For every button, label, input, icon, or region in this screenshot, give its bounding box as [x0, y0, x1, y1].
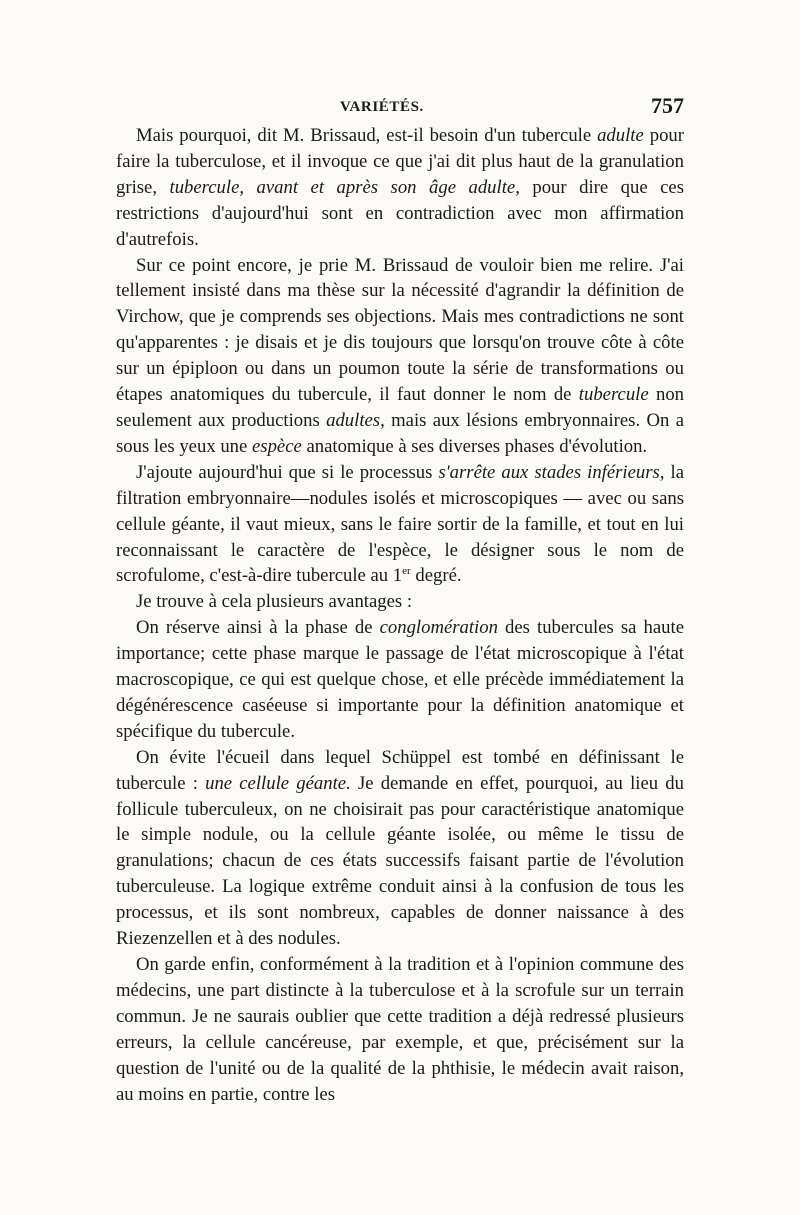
text-run: Je demande en effet, pourquoi, au lieu du follicule tuberculeux, on ne choisirait pas pour caractéristique anatomique le simple nodule, ou la cellule géante isolée, ou même le tissu de granulations; chacun de ces états successifs faisant partie de l'évolution tuberculeuse. La logique extrême conduit ainsi à la confusion de tous les processus, et ils sont nombreux, capables de donner naissance à des Riezenzellen et à des nodules.	[116, 772, 684, 950]
text-run: non seulement aux productions	[116, 384, 685, 431]
text-run: pour faire la tuberculose, et il invoque ce que j'ai dit plus haut de la granulation grise,	[116, 125, 684, 198]
paragraph	[116, 123, 684, 253]
body-text	[116, 123, 684, 1107]
italic-run: adultes,	[326, 409, 385, 431]
paragraph	[116, 253, 684, 460]
italic-run: conglomération	[379, 617, 498, 639]
text-run: pour dire que ces restrictions d'aujourd'hui sont en contradiction avec mon affirmation d'autrefois.	[116, 176, 685, 250]
italic-run: une cellule géante.	[205, 772, 351, 794]
italic-run: tubercule, avant et après son âge adulte,	[169, 176, 520, 198]
text-run: Je trouve à cela plusieurs avantages :	[136, 591, 413, 613]
text-run: la filtration embryonnaire—nodules isolés et microscopiques — avec ou sans cellule géante, il vaut mieux, sans le faire sortir de la famille, et tout en lui reconnaissant le caractère de l'espèce, le désigner sous le nom de scrofulome, c'est-à-dire tubercule au 1	[116, 461, 684, 587]
italic-run: adulte	[597, 125, 644, 146]
text-run: mais aux lésions embryonnaires. On a sous les yeux une	[116, 409, 684, 457]
text-run: degré.	[410, 565, 462, 587]
running-head: VARIÉTÉS.	[340, 99, 424, 115]
text-run: Mais pourquoi, dit M. Brissaud, est-il besoin d'un tubercule	[136, 125, 598, 146]
text-run: On réserve ainsi à la phase de	[136, 617, 380, 639]
text-run: Sur ce point encore, je prie M. Brissaud de vouloir bien me relire. J'ai tellement insisté dans ma thèse sur la nécessité d'agrandir la définition de Virchow, que je comprends ses objections. Mais mes contradictions ne sont qu'apparentes : je disais et je dis toujours que lorsqu'on trouve côte à côte sur un épiploon ou dans un poumon toute la série de transformations ou étapes anatomiques du tubercule, il faut donner le nom de	[116, 254, 684, 406]
paragraph	[116, 460, 684, 590]
paragraph	[116, 745, 684, 952]
paragraph	[116, 615, 684, 745]
superscript-run: er	[402, 565, 411, 578]
italic-run: s'arrête aux stades inférieurs,	[438, 461, 665, 483]
text-run: anatomique à ses diverses phases d'évolution.	[301, 435, 648, 457]
page	[116, 93, 684, 1107]
italic-run: tubercule	[578, 384, 649, 406]
paragraph	[116, 589, 684, 615]
paragraph	[116, 952, 684, 1107]
text-run: On évite l'écueil dans lequel Schüppel est tombé en définissant le tubercule :	[116, 746, 684, 794]
text-run: des tubercules sa haute importance; cette phase marque le passage de l'état microscopique à l'état macroscopique, ce qui est quelque chose, et elle précède immédiatement la dégénérescence caséeuse si importante pour la définition anatomique et spécifique du tubercule.	[116, 617, 684, 742]
text-run: J'ajoute aujourd'hui que si le processus	[136, 461, 439, 483]
text-run: On garde enfin, conformément à la tradition et à l'opinion commune des médecins, une part distincte à la tuberculose et à la scrofule sur un terrain commun. Je ne saurais oublier que cette tradition a déjà redressé plusieurs erreurs, la cellule cancéreuse, par exemple, et que, précisément sur la question de l'unité ou de la qualité de la phthisie, le médecin avait raison, au moins en partie, contre les	[116, 954, 684, 1105]
italic-run: espèce	[252, 435, 302, 457]
page-number: 757	[651, 93, 684, 118]
page-header	[116, 93, 684, 123]
